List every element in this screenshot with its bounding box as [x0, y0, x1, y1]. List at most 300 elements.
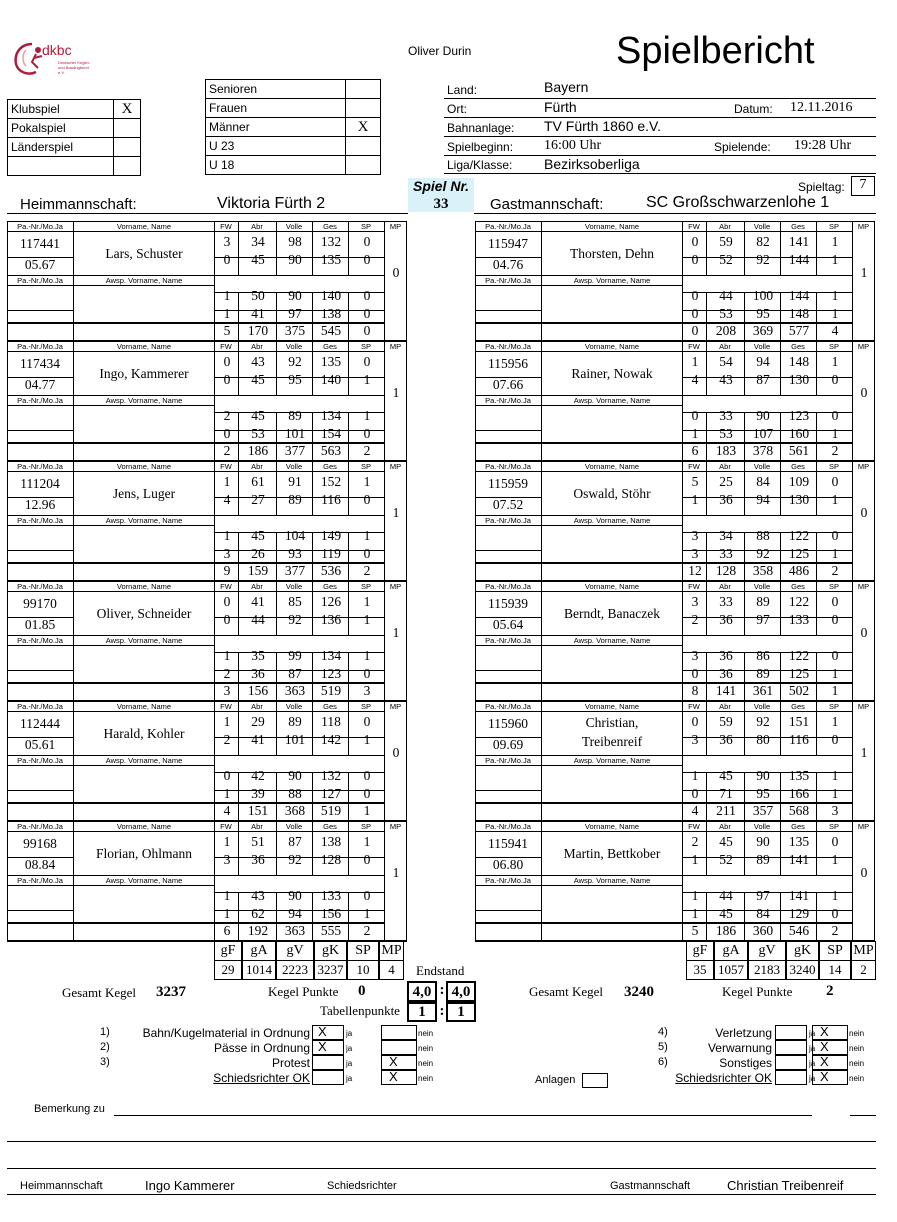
- abr-header: Abr: [251, 342, 263, 351]
- name-header: Vorname, Name: [584, 702, 640, 711]
- score-sp: 1: [831, 714, 839, 729]
- score-fw: 4: [223, 492, 231, 507]
- ja-box[interactable]: [312, 1070, 344, 1085]
- substitute-header: Awsp. Vorname, Name: [573, 396, 651, 405]
- fw-header: FW: [220, 582, 232, 591]
- total-header: SP: [819, 941, 851, 961]
- total-volle: 361: [752, 683, 774, 698]
- grid-line: [7, 525, 214, 526]
- name-header: Vorname, Name: [116, 582, 172, 591]
- abr-header: Abr: [719, 462, 731, 471]
- anlagen-label: Anlagen: [535, 1074, 576, 1086]
- nein-box[interactable]: [381, 1055, 417, 1070]
- score-ges: 118: [321, 714, 341, 729]
- score-sp: 0: [363, 288, 371, 303]
- total-fw: 9: [223, 563, 231, 578]
- fw-header: FW: [688, 222, 700, 231]
- ort-label: Ort:: [447, 102, 467, 116]
- score-abr: 36: [719, 612, 733, 627]
- pass-header: Pa.-Nr./Mo.Ja: [17, 462, 63, 471]
- check-number: 5): [658, 1041, 668, 1053]
- grid-line: [7, 790, 73, 791]
- substitute-header: Awsp. Vorname, Name: [573, 756, 651, 765]
- spiel-nr-value: 33: [433, 196, 449, 212]
- nein-box[interactable]: [812, 1025, 848, 1040]
- score-fw: 0: [223, 768, 231, 783]
- match-point: 0: [860, 385, 868, 400]
- score-fw: 0: [691, 666, 699, 681]
- category-table: [205, 79, 381, 175]
- score-abr: 39: [251, 786, 265, 801]
- score-volle: 97: [288, 306, 302, 321]
- grid-line: [475, 550, 541, 551]
- total-fw: 5: [691, 923, 699, 938]
- score-abr: 45: [251, 528, 265, 543]
- match-type-mark[interactable]: [114, 119, 141, 138]
- tabellenpunkte-guest: 1: [446, 1002, 476, 1022]
- grid-line: [406, 581, 407, 701]
- category-mark[interactable]: X: [346, 118, 381, 137]
- sp-header: SP: [360, 222, 371, 231]
- score-volle: 95: [756, 306, 770, 321]
- volle-header: Volle: [753, 222, 771, 231]
- score-sp: 1: [831, 426, 839, 441]
- score-volle: 85: [288, 594, 302, 609]
- ges-header: Ges: [323, 702, 337, 711]
- grid-line: [7, 885, 214, 886]
- sp-header: SP: [828, 222, 839, 231]
- score-fw: 1: [691, 852, 699, 867]
- total-ges: 536: [320, 563, 342, 578]
- grid-line: [7, 765, 214, 766]
- score-fw: 3: [691, 546, 699, 561]
- match-point: 1: [392, 865, 400, 880]
- score-abr: 45: [251, 252, 265, 267]
- score-volle: 80: [756, 732, 770, 747]
- grid-line: [7, 645, 214, 646]
- match-type-table: [7, 99, 141, 176]
- score-sp: 1: [831, 234, 839, 249]
- ja-box[interactable]: [775, 1040, 807, 1055]
- player-name: Thorsten, Dehn: [570, 246, 654, 261]
- name-header: Vorname, Name: [116, 702, 172, 711]
- home-total-value: 29: [214, 960, 242, 980]
- nein-label: nein: [849, 1074, 865, 1083]
- total-abr: 128: [715, 563, 737, 578]
- ja-label: ja: [346, 1029, 353, 1038]
- ja-label: ja: [809, 1029, 816, 1038]
- nein-label: nein: [849, 1029, 865, 1038]
- total-fw: 5: [223, 323, 231, 338]
- score-ges: 122: [788, 594, 810, 609]
- total-volle: 369: [752, 323, 774, 338]
- liga-value: Bezirksoberliga: [544, 156, 640, 172]
- score-ges: 134: [320, 648, 342, 663]
- score-volle: 94: [756, 492, 770, 507]
- score-sp: 1: [831, 768, 839, 783]
- guest-kegel-punkte: 2: [826, 983, 834, 999]
- match-type-mark[interactable]: [114, 157, 141, 176]
- score-fw: 0: [691, 234, 699, 249]
- land-value: Bayern: [544, 79, 589, 95]
- abr-header: Abr: [251, 582, 263, 591]
- endstand-guest: 4,0: [446, 981, 476, 1002]
- endstand-label: Endstand: [416, 963, 465, 978]
- score-sp: 1: [363, 648, 371, 663]
- total-abr: 208: [715, 323, 737, 338]
- total-fw: 2: [223, 443, 231, 458]
- total-fw: 6: [691, 443, 699, 458]
- grid-line: [475, 591, 852, 592]
- ja-box[interactable]: [775, 1055, 807, 1070]
- check-number: 4): [658, 1026, 668, 1038]
- grid-line: [406, 461, 407, 581]
- score-volle: 86: [756, 648, 770, 663]
- player-name: Treibenreif: [581, 734, 643, 749]
- score-ges: 144: [788, 252, 810, 267]
- match-type-mark[interactable]: [114, 138, 141, 157]
- guest-gesamt-kegel: 3240: [624, 984, 654, 1000]
- total-volle: 378: [752, 443, 774, 458]
- score-ges: 151: [788, 714, 810, 729]
- score-abr: 61: [251, 474, 265, 489]
- pass-header: Pa.-Nr./Mo.Ja: [485, 396, 531, 405]
- score-fw: 0: [691, 288, 699, 303]
- substitute-header: Awsp. Vorname, Name: [573, 876, 651, 885]
- match-type-mark[interactable]: X: [114, 100, 141, 119]
- category-mark[interactable]: [346, 99, 381, 118]
- pass-header: Pa.-Nr./Mo.Ja: [485, 876, 531, 885]
- score-abr: 44: [251, 612, 265, 627]
- score-abr: 51: [251, 834, 265, 849]
- score-fw: 1: [223, 786, 231, 801]
- guest-gesamt-kegel-label: Gesamt Kegel: [529, 984, 604, 999]
- player-birth-date: 06.80: [492, 857, 524, 872]
- total-header: gA: [714, 941, 748, 961]
- category-mark[interactable]: [346, 137, 381, 156]
- fw-header: FW: [220, 462, 232, 471]
- score-ges: 128: [320, 852, 342, 867]
- volle-header: Volle: [285, 822, 303, 831]
- score-sp: 1: [363, 732, 371, 747]
- ja-box[interactable]: [312, 1025, 344, 1040]
- fw-header: FW: [688, 462, 700, 471]
- player-name: Oliver, Schneider: [96, 606, 192, 621]
- ges-header: Ges: [323, 342, 337, 351]
- score-volle: 88: [288, 786, 302, 801]
- match-point: 0: [392, 265, 400, 280]
- total-fw: 4: [691, 803, 699, 818]
- score-sp: 1: [831, 252, 839, 267]
- score-abr: 45: [719, 768, 733, 783]
- score-volle: 89: [756, 594, 770, 609]
- grid-line: [874, 341, 875, 461]
- nein-mark: X: [820, 1024, 829, 1039]
- check-number: 1): [100, 1026, 110, 1038]
- grid-line: [874, 701, 875, 821]
- name-header: Vorname, Name: [116, 462, 172, 471]
- total-header: gK: [786, 941, 819, 961]
- score-volle: 90: [756, 768, 770, 783]
- score-volle: 101: [284, 426, 306, 441]
- player-birth-date: 09.69: [492, 737, 524, 752]
- guest-signature: Christian Treibenreif: [727, 1178, 844, 1193]
- score-sp: 0: [363, 234, 371, 249]
- pass-header: Pa.-Nr./Mo.Ja: [485, 276, 531, 285]
- nein-box[interactable]: [381, 1025, 417, 1040]
- guest-player-block: [475, 701, 875, 821]
- nein-box[interactable]: [812, 1040, 848, 1055]
- total-header: gV: [276, 941, 314, 961]
- pass-header: Pa.-Nr./Mo.Ja: [17, 342, 63, 351]
- grid-line: [7, 405, 214, 406]
- ja-box[interactable]: [312, 1055, 344, 1070]
- player-name: Florian, Ohlmann: [96, 846, 192, 861]
- total-abr: 183: [715, 443, 737, 458]
- total-header: gA: [242, 941, 276, 961]
- ja-box[interactable]: [775, 1025, 807, 1040]
- total-header: MP: [851, 941, 876, 961]
- player-pass-number: 115956: [488, 356, 528, 371]
- score-abr: 33: [719, 594, 733, 609]
- score-abr: 50: [251, 288, 265, 303]
- score-abr: 29: [251, 714, 265, 729]
- anlagen-box[interactable]: [582, 1073, 608, 1088]
- score-fw: 3: [223, 852, 231, 867]
- grid-line: [475, 910, 541, 911]
- score-ges: 138: [320, 306, 342, 321]
- score-ges: 141: [788, 852, 810, 867]
- home-total-value: 3237: [314, 960, 347, 980]
- score-volle: 91: [288, 474, 302, 489]
- score-abr: 34: [719, 528, 733, 543]
- score-sp: 1: [363, 834, 371, 849]
- nein-box[interactable]: [812, 1070, 848, 1085]
- volle-header: Volle: [285, 462, 303, 471]
- total-volle: 357: [752, 803, 774, 818]
- score-abr: 41: [251, 732, 265, 747]
- grid-line: [874, 821, 875, 941]
- score-volle: 95: [288, 372, 302, 387]
- total-header: gF: [214, 941, 242, 961]
- score-abr: 45: [251, 408, 265, 423]
- player-name: Lars, Schuster: [105, 246, 183, 261]
- category-label: Frauen: [206, 99, 346, 118]
- total-volle: 368: [284, 803, 306, 818]
- nein-label: nein: [418, 1059, 434, 1068]
- player-pass-number: 115941: [488, 836, 528, 851]
- guest-team-label: Gastmannschaft:: [490, 196, 604, 213]
- pass-header: Pa.-Nr./Mo.Ja: [17, 876, 63, 885]
- score-sp: 0: [831, 408, 839, 423]
- pass-header: Pa.-Nr./Mo.Ja: [485, 756, 531, 765]
- score-sp: 1: [831, 492, 839, 507]
- score-fw: 1: [691, 354, 699, 369]
- score-abr: 43: [251, 888, 265, 903]
- sp-header: SP: [360, 342, 371, 351]
- nein-box[interactable]: [812, 1055, 848, 1070]
- score-fw: 2: [691, 834, 699, 849]
- liga-label: Liga/Klasse:: [447, 158, 513, 172]
- score-ges: 126: [320, 594, 342, 609]
- grid-line: [475, 471, 852, 472]
- player-pass-number: 117434: [20, 356, 60, 371]
- grid-line: [7, 591, 384, 592]
- score-fw: 5: [691, 474, 699, 489]
- guest-team-name: SC Großschwarzenlohe 1: [646, 194, 830, 211]
- ja-mark: X: [318, 1024, 327, 1039]
- nein-label: nein: [849, 1044, 865, 1053]
- fw-header: FW: [688, 582, 700, 591]
- sp-header: SP: [360, 702, 371, 711]
- score-sp: 1: [831, 354, 839, 369]
- player-pass-number: 115939: [488, 596, 528, 611]
- score-ges: 135: [320, 252, 342, 267]
- abr-header: Abr: [719, 342, 731, 351]
- category-mark[interactable]: [346, 80, 381, 99]
- score-fw: 3: [691, 594, 699, 609]
- total-abr: 159: [247, 563, 269, 578]
- grid-line: [7, 351, 384, 352]
- score-fw: 1: [223, 834, 231, 849]
- total-abr: 151: [247, 803, 269, 818]
- nein-box[interactable]: [381, 1040, 417, 1055]
- score-ges: 144: [788, 288, 810, 303]
- score-abr: 36: [719, 648, 733, 663]
- total-sp: 0: [363, 323, 371, 338]
- player-pass-number: 117441: [20, 236, 60, 251]
- mp-header: MP: [857, 582, 870, 591]
- score-fw: 3: [691, 528, 699, 543]
- datum-value: 12.11.2016: [790, 100, 853, 115]
- total-fw: 12: [688, 563, 702, 578]
- score-sp: 1: [831, 546, 839, 561]
- name-header: Vorname, Name: [116, 822, 172, 831]
- player-birth-date: 01.85: [24, 617, 56, 632]
- spiel-nr-label: Spiel Nr.: [412, 178, 470, 194]
- total-header: gV: [748, 941, 786, 961]
- beginn-label: Spielbeginn:: [447, 140, 514, 154]
- total-volle: 377: [284, 443, 306, 458]
- grid-line: [475, 525, 682, 526]
- abr-header: Abr: [719, 222, 731, 231]
- score-abr: 26: [251, 546, 265, 561]
- total-ges: 577: [788, 323, 810, 338]
- ja-box[interactable]: [775, 1070, 807, 1085]
- player-name: Berndt, Banaczek: [564, 606, 660, 621]
- home-team-label: Heimmannschaft:: [20, 196, 137, 213]
- score-abr: 33: [719, 546, 733, 561]
- category-mark[interactable]: [346, 156, 381, 175]
- score-ges: 127: [320, 786, 342, 801]
- score-fw: 1: [691, 492, 699, 507]
- total-fw: 3: [223, 683, 231, 698]
- pass-header: Pa.-Nr./Mo.Ja: [485, 582, 531, 591]
- score-volle: 92: [288, 354, 302, 369]
- mp-header: MP: [857, 222, 870, 231]
- mp-header: MP: [389, 222, 402, 231]
- score-ges: 123: [320, 666, 342, 681]
- score-volle: 100: [752, 288, 774, 303]
- score-sp: 1: [831, 666, 839, 681]
- player-birth-date: 12.96: [24, 497, 56, 512]
- logo-subtext: Deutscher Kegler- und Bowlingbund e.V.: [58, 60, 91, 75]
- score-abr: 53: [719, 306, 733, 321]
- total-abr: 186: [715, 923, 737, 938]
- ges-header: Ges: [323, 462, 337, 471]
- score-volle: 107: [752, 426, 774, 441]
- score-volle: 82: [756, 234, 770, 249]
- mp-header: MP: [389, 822, 402, 831]
- total-ges: 568: [788, 803, 810, 818]
- home-player-block: [7, 461, 407, 581]
- score-ges: 125: [788, 546, 810, 561]
- score-sp: 0: [363, 888, 371, 903]
- player-pass-number: 99170: [23, 596, 57, 611]
- mp-header: MP: [857, 822, 870, 831]
- score-sp: 1: [831, 288, 839, 303]
- score-volle: 92: [756, 252, 770, 267]
- home-signature-label: Heimmannschaft: [20, 1180, 103, 1192]
- score-abr: 43: [719, 372, 733, 387]
- grid-line: [7, 910, 73, 911]
- score-ges: 135: [788, 834, 810, 849]
- nein-box[interactable]: [381, 1070, 417, 1085]
- grid-line: [7, 711, 384, 712]
- score-volle: 98: [288, 234, 302, 249]
- score-fw: 2: [223, 408, 231, 423]
- score-abr: 35: [251, 648, 265, 663]
- score-ges: 135: [788, 768, 810, 783]
- substitute-header: Awsp. Vorname, Name: [573, 636, 651, 645]
- ende-label: Spielende:: [714, 140, 771, 154]
- pass-header: Pa.-Nr./Mo.Ja: [485, 822, 531, 831]
- home-player-block: [7, 701, 407, 821]
- score-fw: 1: [223, 648, 231, 663]
- score-sp: 0: [363, 252, 371, 267]
- player-birth-date: 05.67: [24, 257, 56, 272]
- tabellenpunkte-separator: :: [439, 1003, 445, 1019]
- score-volle: 97: [756, 612, 770, 627]
- score-sp: 0: [363, 714, 371, 729]
- substitute-header: Awsp. Vorname, Name: [573, 516, 651, 525]
- player-name: Martin, Bettkober: [563, 846, 661, 861]
- player-birth-date: 05.61: [24, 737, 56, 752]
- score-ges: 116: [789, 732, 809, 747]
- grid-line: [7, 310, 73, 311]
- author-name: Oliver Durin: [408, 44, 472, 58]
- score-ges: 132: [320, 234, 342, 249]
- sp-header: SP: [360, 582, 371, 591]
- score-ges: 148: [788, 354, 810, 369]
- pass-header: Pa.-Nr./Mo.Ja: [485, 342, 531, 351]
- score-sp: 0: [363, 768, 371, 783]
- ende-value: 19:28 Uhr: [794, 138, 852, 153]
- home-gesamt-kegel-label: Gesamt Kegel: [62, 985, 137, 1000]
- grid-line: [475, 711, 852, 712]
- score-fw: 1: [223, 288, 231, 303]
- nein-mark: X: [820, 1039, 829, 1054]
- score-fw: 0: [223, 594, 231, 609]
- match-type-label: Klubspiel: [8, 100, 114, 119]
- guest-total-value: 14: [819, 960, 851, 980]
- ja-box[interactable]: [312, 1040, 344, 1055]
- score-ges: 122: [788, 528, 810, 543]
- score-volle: 92: [288, 852, 302, 867]
- check-number: 3): [100, 1056, 110, 1068]
- score-abr: 33: [719, 408, 733, 423]
- player-pass-number: 115959: [488, 476, 528, 491]
